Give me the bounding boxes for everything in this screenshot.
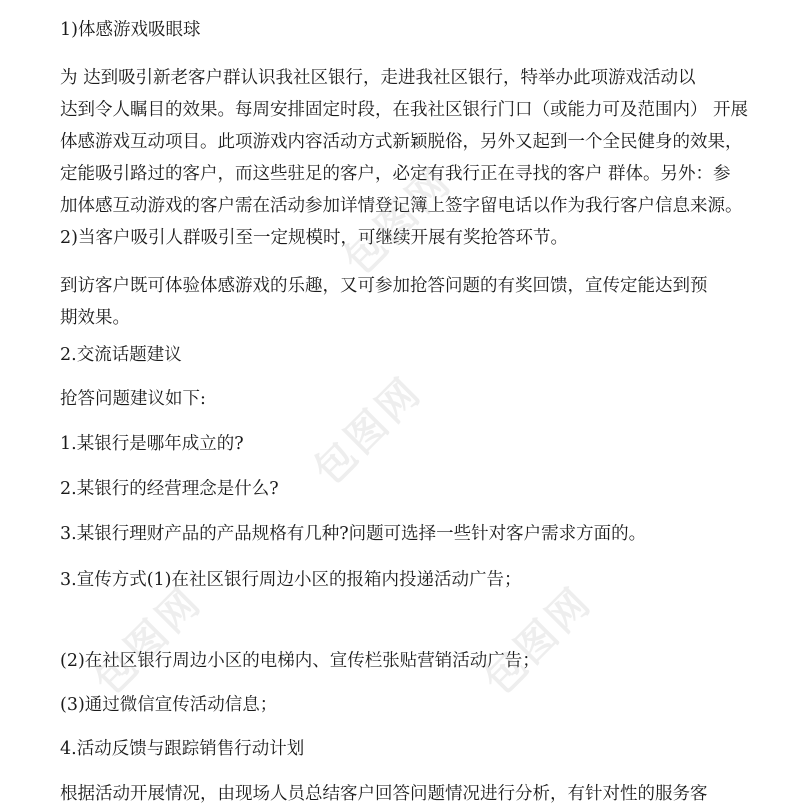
paragraph-motion-game-body bbox=[60, 62, 772, 222]
text-line: 期效果。 bbox=[60, 308, 130, 328]
quiz-question-1: 1.某银行是哪年成立的? bbox=[60, 434, 244, 454]
watermark: 包图网 bbox=[85, 578, 212, 704]
text-line: 体感游戏互动项目。此项游戏内容活动方式新颖脱俗，另外又起到一个全民健身的效果， bbox=[60, 132, 743, 152]
paragraph-heading-motion-game: 1)体感游戏吸眼球 bbox=[60, 20, 201, 40]
watermark: 包图网 bbox=[475, 578, 602, 704]
promotion-method-2: (2)在社区银行周边小区的电梯内、宣传栏张贴营销活动广告； bbox=[60, 651, 540, 671]
text-line: 达到令人瞩目的效果。每周安排固定时段，在我社区银行门口（或能力可及范围内） 开展 bbox=[60, 100, 749, 120]
section-heading-feedback: 4.活动反馈与跟踪销售行动计划 bbox=[60, 739, 305, 759]
text-line: 加体感互动游戏的客户需在活动参加详情登记簿上签字留电话以作为我行客户信息来源。 bbox=[60, 196, 743, 216]
text-line: 为 达到吸引新老客户群认识我社区银行，走进我社区银行，特举办此项游戏活动以 bbox=[60, 68, 696, 88]
quiz-question-2: 2.某银行的经营理念是什么? bbox=[60, 479, 279, 499]
watermark: 包图网 bbox=[305, 368, 432, 494]
paragraph-quiz-session: 2)当客户吸引人群吸引至一定规模时，可继续开展有奖抢答环节。 bbox=[60, 228, 568, 248]
promotion-method-3: (3)通过微信宣传活动信息； bbox=[60, 695, 278, 715]
section-heading-promotion: 3.宣传方式(1)在社区银行周边小区的报箱内投递活动广告； bbox=[60, 570, 522, 590]
watermark: 包图网 bbox=[335, 158, 462, 284]
paragraph-visitor-benefit bbox=[60, 270, 772, 334]
text-line: 定能吸引路过的客户，而这些驻足的客户，必定有我行正在寻找的客户 群体。另外：参 bbox=[60, 164, 731, 184]
quiz-question-3: 3.某银行理财产品的产品规格有几种?问题可选择一些针对客户需求方面的。 bbox=[60, 524, 647, 544]
paragraph-quiz-intro: 抢答问题建议如下: bbox=[60, 389, 206, 409]
paragraph-feedback-body: 根据活动开展情况，由现场人员总结客户回答问题情况进行分析，有针对性的服务客 bbox=[60, 784, 708, 804]
section-heading-topics: 2.交流话题建议 bbox=[60, 345, 182, 365]
text-line: 到访客户既可体验体感游戏的乐趣，又可参加抢答问题的有奖回馈，宣传定能达到预 bbox=[60, 276, 708, 296]
